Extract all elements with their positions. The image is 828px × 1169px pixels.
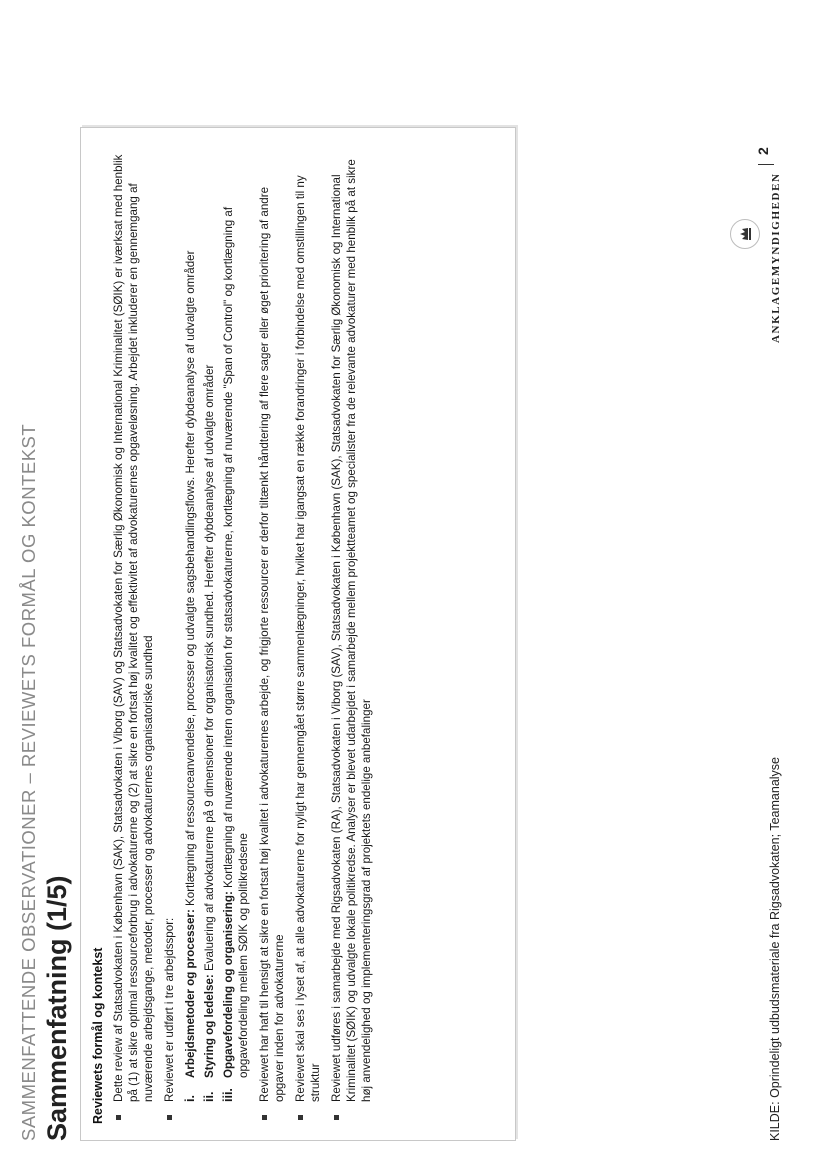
crown-glyph [737,226,753,242]
track-number: ii. [202,1091,216,1102]
bullet-icon [116,1115,121,1120]
track-text: Evaluering af advokaturerne på 9 dimensioner for organisatorisk sundhed. Herefter dybdeanalyse af udvalgte områder [203,364,216,975]
bullet-tracks [162,144,177,1124]
track-text: Kortlægning af ressourceanvendelse, processer og udvalgte sagsbehandlingsflows. Herefter dybdeanalyse af udvalgte områder [184,250,197,910]
page-number: 2 [755,147,771,155]
bullet-icon [334,1115,339,1120]
bullet-text: Reviewet har haft til hensigt at sikre en fortsat høj kvalitet i advokaturernes arbejde, og frigjorte ressourcer er derfor tiltænkt håndtering af flere sager eller øget prioritering af andre opgaver inden for advokaturerne [258,186,286,1102]
summary-box [80,127,516,1141]
bullet-context [293,144,323,1124]
bullet-collaboration [329,144,374,1124]
bullet-text: Reviewet skal ses i lyset af, at alle advokaturerne for nyligt har gennemgået større sammenlægninger, hvilket har igangsat en række forandringer i forbindelse med omstillingen til ny struktur [294,175,322,1102]
bullet-text: Dette review af Statsadvokaten i København (SAK), Statsadvokaten i Viborg (SAV) og Statsadvokaten for Særlig Økonomisk og International Kriminalitet (SØIK) er iværksat med henblik på (1) at sikre optimal ressourceforbrug i advokaturerne og (2) at sikre en fortsat høj kvalitet og effektivitet af advokaturernes opgaveløsning. Arbejdet inkluderer en gennemgang af nuværende arbejdsgange, metoder, processer og advokaturernes organisatoriske sundhed [112,154,155,1102]
logo-text: ANKLAGEMYNDIGHEDEN [770,172,782,343]
box-heading: Reviewets formål og kontekst [91,947,105,1124]
track-lead: Styring og ledelse: [203,974,216,1078]
track-number: iii. [221,1088,235,1102]
track-item [221,144,251,1124]
track-number: i. [183,1095,197,1102]
track-item [183,144,198,1124]
bullet-icon [262,1115,267,1120]
bullet-quality [257,144,287,1124]
crown-icon [730,193,760,273]
bullet-text: Reviewet er udført i tre arbejdsspor: [163,917,176,1102]
page-title: Sammenfatning (1/5) [42,875,72,1141]
track-text: Kortlægning af nuværende intern organisation for statsadvokaturerne, kortlægning af nuværende "Span of Control" og kortlægning af opgavefordeling mellem SØIK og politikredsene [222,206,250,1078]
section-supertitle: SAMMENFATTENDE OBSERVATIONER – REVIEWETS FORMÅL OG KONTEKST [18,423,39,1141]
logo [726,113,816,343]
bullet-text: Reviewet udføres i samarbejde med Rigsadvokaten (RA), Statsadvokaten i Viborg (SAV), Statsadvokaten i København (SAK), Statsadvokaten for Særlig Økonomisk og International Kriminalitet (SØIK) og udvalgte lokale politikredse. Analyser er blevet udarbejdet i samarbejde mellem projektteamet og specialister fra de relevante advokaturer med henblik på at sikre høj anvendelighed og implementeringsgrad af projektets endelige anbefalinger [330,159,373,1102]
bullet-icon [298,1115,303,1120]
bullet-scope [111,144,156,1124]
bullet-icon [167,1115,172,1120]
track-item [202,144,217,1124]
tracks-list [183,144,251,1124]
track-lead: Arbejdsmetoder og processer: [184,909,197,1078]
page-separator [758,164,774,165]
track-lead: Opgavefordeling og organisering: [222,891,235,1078]
source-note: KILDE: Oprindeligt udbudsmateriale fra Rigsadvokaten; Teamanalyse [768,756,782,1141]
